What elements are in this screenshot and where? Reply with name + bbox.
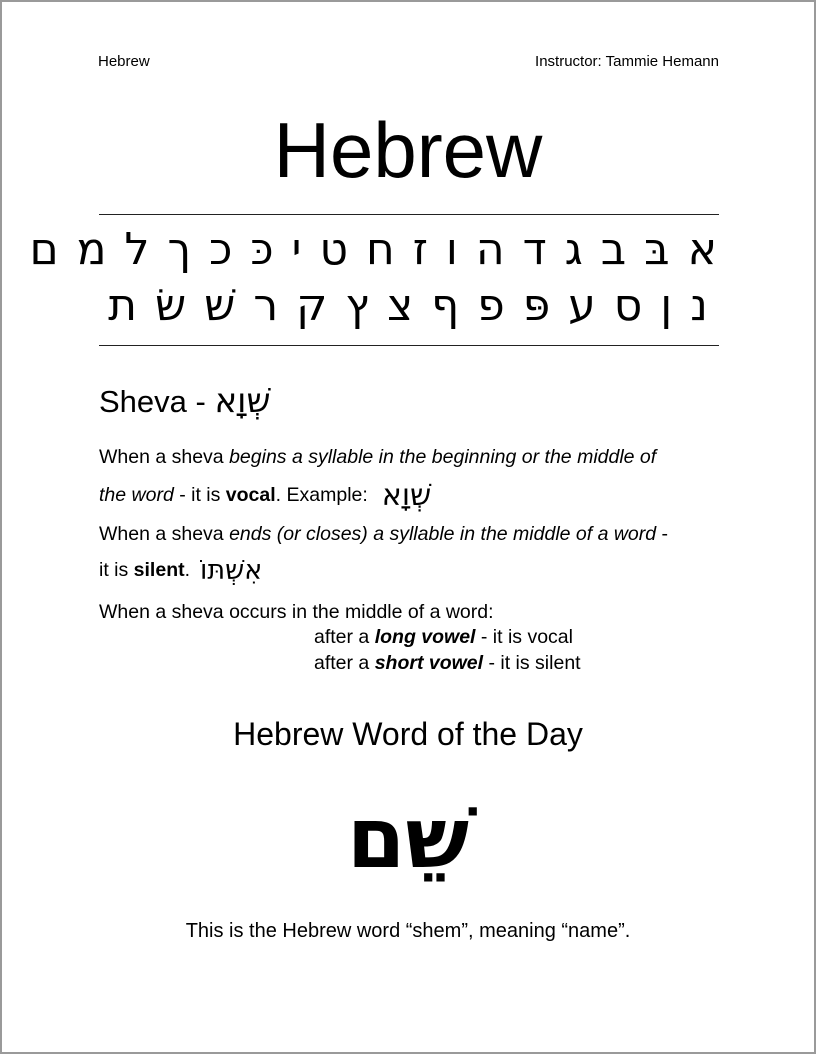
text: after a	[314, 626, 375, 648]
example-hebrew-word: אִשְׁתּוֹ	[200, 555, 263, 586]
text: - it is silent	[483, 652, 581, 674]
text: - it is vocal	[475, 626, 573, 648]
text-bold: silent	[133, 559, 185, 581]
sheva-rule-vocal-line-2	[99, 478, 431, 513]
text: When a sheva	[99, 446, 230, 468]
sheva-rule-vocal-line-1	[99, 446, 656, 469]
text: . Example:	[275, 484, 368, 506]
text: -	[656, 523, 669, 545]
divider-top	[99, 214, 719, 215]
sheva-middle-intro: When a sheva occurs in the middle of a word:	[99, 601, 494, 623]
sheva-rule-silent-line-1	[99, 523, 668, 546]
text: When a sheva	[99, 523, 230, 545]
text-bold: vocal	[225, 484, 276, 506]
text: after a	[314, 652, 375, 674]
sheva-short-vowel-rule	[314, 652, 581, 675]
sheva-heading	[99, 379, 271, 424]
sheva-rule-silent-line-2	[99, 555, 262, 586]
text-bold-italic: short vowel	[374, 652, 484, 674]
divider-bottom	[99, 345, 719, 346]
sheva-heading-hebrew: שְׁוָא	[214, 381, 271, 421]
text-italic: the word	[99, 484, 174, 506]
text: .	[184, 559, 191, 581]
page-title: Hebrew	[273, 106, 543, 194]
alphabet-row-2: נ ן ס ע פּ פ ף צ ץ ק ר שׁ שׂ ת	[108, 280, 710, 331]
text-bold-italic: long vowel	[374, 626, 476, 648]
example-hebrew-word: שְׁוָא	[381, 478, 432, 513]
word-of-day-caption: This is the Hebrew word “shem”, meaning “name”.	[185, 920, 631, 942]
text-italic: begins a syllable in the beginning or the middle of	[229, 446, 657, 468]
text: - it is	[173, 484, 226, 506]
sheva-long-vowel-rule	[314, 626, 573, 649]
alphabet-row-1: א בּ ב ג ד ה ו ז ח ט י כּ כ ך ל מ ם	[29, 224, 719, 275]
sheva-heading-text: Sheva -	[99, 384, 215, 419]
header-instructor: Instructor: Tammie Hemann	[535, 53, 719, 70]
word-of-day-title: Hebrew Word of the Day	[233, 716, 583, 752]
word-of-day-hebrew: שֵׁם	[346, 789, 470, 887]
header-course: Hebrew	[98, 53, 150, 70]
text: it is	[99, 559, 134, 581]
text-italic: ends (or closes) a syllable in the middle of a word	[229, 523, 657, 545]
